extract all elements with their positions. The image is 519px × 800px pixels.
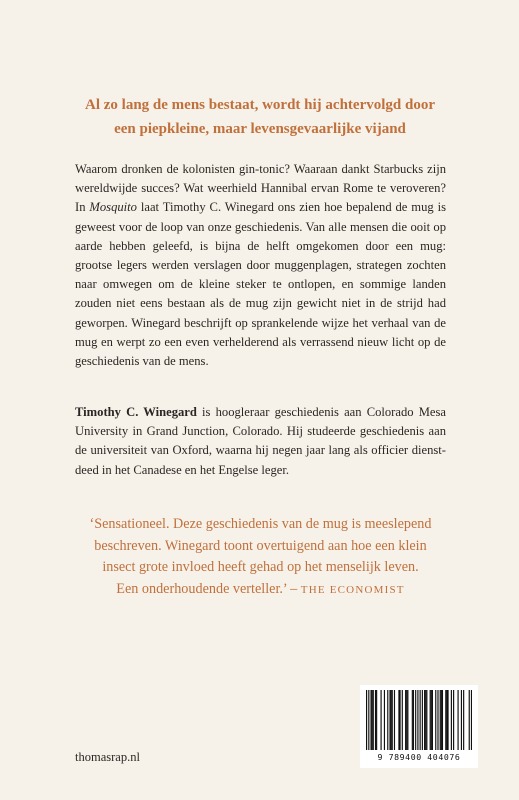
barcode-bar [447,690,448,750]
barcode-bar [406,690,407,750]
quote-line-4: Een onderhoudende verteller.’ – [116,580,301,597]
author-bio-text: is hoogleraar geschiedenis aan Colorado Mesa University in Grand Junction, Colorado. Hij studeerde geschiedenis aan de universiteit van Oxford, waarna hij negen jaar lang als officier dienstdeed in het Canadese en het Engelse leger. [75,405,446,477]
barcode-bar [445,690,446,750]
barcode-bar [387,690,388,750]
barcode-bar [417,690,418,750]
book-blurb [75,160,446,371]
author-bio [75,403,446,480]
barcode-bar [399,690,400,750]
barcode-bar [366,690,367,750]
barcode-bar [407,690,408,750]
barcode-bar [368,690,369,750]
blurb-text-2: laat Timothy C. Winegard ons zien hoe bepalend de mug is geweest voor de loop van onze geschiedenis. Van alle mensen die ooit op aarde hebben geleefd, is bijna de helft omgekomen door een mug: grootse legers werden verslagen door muggenplagen, strategen zochten naar omwegen om de kleine steker te ontlopen, en sommige landen zouden niet eens bestaan als de mug zijn gewicht niet in de strijd had geworpen. Winegard beschrijft op sprankelende wijze het verhaal van de mug en werpt zo een even verhelderend als verrassend nieuw licht op de geschiedenis van de mens. [75,200,446,369]
barcode-bar [425,690,426,750]
barcode-bar [394,690,395,750]
quote-source: THE ECONOMIST [300,583,405,596]
barcode-bar [437,690,438,750]
barcode-bar [381,690,382,750]
author-name: Timothy C. Winegard [75,405,197,419]
barcode-bar [389,690,390,750]
quote-line-2: beschreven. Winegard toont overtuigend aan hoe een klein [94,537,427,554]
barcode-bar [442,690,443,750]
barcode-bar [413,690,414,750]
barcode-bar [461,690,462,750]
tagline-line-2: een piepkleine, maar levensgevaarlijke vijand [114,121,406,137]
barcode-bar [422,690,423,750]
tagline-line-1: Al zo lang de mens bestaat, wordt hij achtervolgd door [85,97,435,113]
barcode-bar [463,690,464,750]
barcode-bar [373,690,374,750]
barcode-bar [435,690,436,750]
barcode-bar [372,690,373,750]
barcode-bar [441,690,442,750]
barcode-bar [370,690,371,750]
barcode-bar [451,690,452,750]
quote-line-1: ‘Sensationeel. Deze geschiedenis van de mug is meeslepend [89,516,432,532]
barcode-bar [431,690,432,750]
review-quote [70,514,451,601]
barcode-bar [392,690,393,750]
barcode-bar [412,690,413,750]
barcode-bar [426,690,427,750]
book-title-italic: Mosquito [89,200,137,215]
barcode-bar [440,690,441,750]
barcode-bar [384,690,385,750]
barcode-bar [415,690,416,750]
barcode-digits: 9 789400 404076 [377,752,461,762]
tagline [60,93,460,141]
barcode-bar [375,690,376,750]
barcode-bar [471,690,472,750]
publisher-url: thomasrap.nl [75,750,140,764]
barcode-bar [420,690,421,750]
barcode-bar [398,690,399,750]
barcode-bar [391,690,392,750]
blurb-text-1: Waarom dronken de kolonisten gin-tonic? Waaraan dankt Starbucks zijn wereldwijde succes? Wat weerhield Hannibal ervan Rome te veroveren? In [75,162,446,215]
barcode-bar [376,690,377,750]
barcode-bar [432,690,433,750]
isbn-barcode [360,685,478,768]
barcode-bar [446,690,447,750]
barcode-bar [469,690,470,750]
barcode-bar [457,690,458,750]
barcode-bars [366,690,472,750]
barcode-bar [405,690,406,750]
quote-line-3: insect grote invloed heeft gehad op het menselijk leven. [102,559,419,575]
barcode-bar [424,690,425,750]
barcode-bar [430,690,431,750]
barcode-bar [453,690,454,750]
barcode-bar [402,690,403,750]
